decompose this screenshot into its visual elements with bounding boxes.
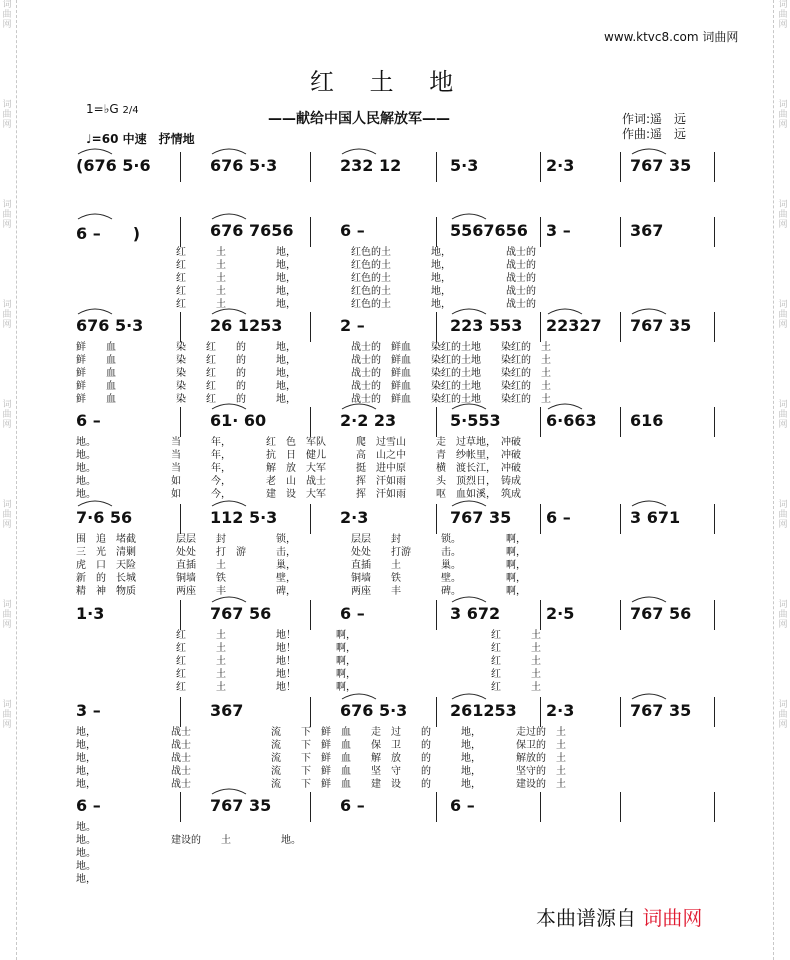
slur (452, 309, 486, 314)
lyric-line: 地。 (76, 822, 96, 833)
note-group: 3 671 (630, 508, 681, 527)
lyric-line: 地， (76, 874, 96, 885)
slur (212, 214, 246, 219)
slur (548, 309, 582, 314)
slur (632, 309, 666, 314)
note-group: 6 – (340, 604, 365, 623)
note-group: 6 – ) (76, 224, 141, 243)
lyric-line: 红 土 地， 红色的土 地， 战士的 (76, 273, 536, 284)
slur (452, 694, 486, 699)
slur (212, 597, 246, 602)
slur (632, 597, 666, 602)
note-group: 6 – (340, 221, 365, 240)
note-group: 6 – (450, 796, 475, 815)
lyric-line: 鲜 血 染 红 的 地， 战士的 鲜血 染红的土地 染红的 土 (76, 368, 551, 379)
note-group: 6·663 (546, 411, 597, 430)
note-group: 5·3 (450, 156, 479, 175)
slur (452, 597, 486, 602)
lyric-line: 三 光 清剿 处处 打 游 击， 处处 打游 击。 啊， (76, 547, 526, 558)
lyric-line: 地。 当 年， 抗 日 健儿 高 山之中 青 纱帐里， 冲破 (76, 450, 521, 461)
slur (212, 309, 246, 314)
lyric-line: 地， 战士 流 下 鲜 血 解 放 的 地， 解放的 土 (76, 753, 566, 764)
lyric-line: 地， 战士 流 下 鲜 血 建 设 的 地， 建设的 土 (76, 779, 566, 790)
slur (78, 501, 112, 506)
lyric-line: 红 土 地！ 啊， 红 土 (76, 682, 541, 693)
lyric-line: 红 土 地， 红色的土 地， 战士的 (76, 247, 536, 258)
left-watermark: 词 曲 网 词 曲 网 词 曲 网 词 曲 网 词 曲 网 词 曲 网 词 曲 网 词 曲 网 (2, 0, 12, 730)
lyric-line: 地。 (76, 848, 96, 859)
lyric-line: 地。 当 年， 红 色 军队 爬 过雪山 走 过草地， 冲破 (76, 437, 521, 448)
slur (452, 404, 486, 409)
lyric-line: 围 追 堵截 层层 封 锁， 层层 封 锁。 啊， (76, 534, 526, 545)
lyric-line: 地。 当 年， 解 放 大军 挺 进中原 横 渡长江， 冲破 (76, 463, 521, 474)
note-group: 7·6 56 (76, 508, 133, 527)
note-group: 6 – (76, 411, 101, 430)
slur (212, 501, 246, 506)
lyric-line: 红 土 地！ 啊， 红 土 (76, 630, 541, 641)
note-group: 61· 60 (210, 411, 267, 430)
slur (632, 501, 666, 506)
lyric-line: 红 土 地！ 啊， 红 土 (76, 643, 541, 654)
note-group: 2·3 (546, 156, 575, 175)
note-group: 367 (630, 221, 664, 240)
note-group: 6 – (340, 796, 365, 815)
key-label: 1=♭G (86, 102, 119, 116)
lyric-line: 红 土 地， 红色的土 地， 战士的 (76, 286, 536, 297)
source-note (536, 902, 702, 931)
lyric-line: 地。 如 今， 建 设 大军 挥 汗如雨 呕 血如溪， 筑成 (76, 489, 521, 500)
slur (342, 149, 376, 154)
lyric-line: 地。 建设的 土 地。 (76, 835, 301, 846)
slur (212, 789, 246, 794)
lyric-line: 鲜 血 染 红 的 地， 战士的 鲜血 染红的土地 染红的 土 (76, 355, 551, 366)
note-group: 2·3 (340, 508, 369, 527)
composer-credit: 作曲:遥 远 (622, 127, 687, 141)
lyric-line: 鲜 血 染 红 的 地， 战士的 鲜血 染红的土地 染红的 土 (76, 381, 551, 392)
source-name: 词曲网 (642, 906, 703, 930)
slur (212, 404, 246, 409)
time-signature: 2/4 (122, 105, 139, 116)
slur (78, 214, 112, 219)
note-group: 5·553 (450, 411, 501, 430)
note-group: 676 5·3 (340, 701, 408, 720)
lyric-line: 红 土 地！ 啊， 红 土 (76, 656, 541, 667)
slur (342, 694, 376, 699)
site-url: www.ktvc8.com 词曲网 (604, 30, 739, 44)
lyric-line: 地， 战士 流 下 鲜 血 坚 守 的 地， 坚守的 土 (76, 766, 566, 777)
note-group: 22327 (546, 316, 602, 335)
note-group: 676 5·3 (76, 316, 144, 335)
lyric-line: 地， 战士 流 下 鲜 血 走 过 的 地， 走过的 土 (76, 727, 566, 738)
slur (452, 501, 486, 506)
note-group: 616 (630, 411, 664, 430)
note-group: 767 35 (630, 156, 692, 175)
note-group: 26 1253 (210, 316, 283, 335)
note-group: 2·5 (546, 604, 575, 623)
note-group: 367 (210, 701, 244, 720)
slur (548, 404, 582, 409)
lyric-line: 地。 如 今， 老 山 战士 挥 汗如雨 头 顶烈日， 铸成 (76, 476, 521, 487)
lyric-line: 红 土 地！ 啊， 红 土 (76, 669, 541, 680)
lyric-line: 鲜 血 染 红 的 地， 战士的 鲜血 染红的土地 染红的 土 (76, 394, 551, 405)
note-group: 767 35 (450, 508, 512, 527)
lyric-line: 虎 口 天险 直插 土 巢， 直插 土 巢。 啊， (76, 560, 526, 571)
note-group: 676 7656 (210, 221, 294, 240)
note-group: 6 – (76, 796, 101, 815)
slur (632, 149, 666, 154)
source-prefix: 本曲谱源自 (536, 906, 636, 930)
note-group: 676 5·3 (210, 156, 278, 175)
slur (78, 309, 112, 314)
slur (632, 694, 666, 699)
note-group: 112 5·3 (210, 508, 278, 527)
lyric-line: 鲜 血 染 红 的 地， 战士的 鲜血 染红的土地 染红的 土 (76, 342, 551, 353)
note-group: 767 35 (210, 796, 272, 815)
song-title: 红 土 地 (310, 68, 468, 96)
note-group: 1·3 (76, 604, 105, 623)
lyricist-credit: 作词:遥 远 (622, 112, 687, 126)
note-group: 6 – (546, 508, 571, 527)
note-group: 3 – (546, 221, 571, 240)
lyric-line: 精 神 物质 两座 丰 碑， 两座 丰 碑。 啊， (76, 586, 526, 597)
tempo-marking: ♩=60 中速 抒情地 (86, 132, 195, 146)
song-subtitle: ——献给中国人民解放军—— (268, 111, 450, 127)
note-group: 767 56 (210, 604, 272, 623)
note-group: 767 35 (630, 316, 692, 335)
note-group: 223 553 (450, 316, 523, 335)
slur (212, 149, 246, 154)
note-group: 3 672 (450, 604, 501, 623)
lyric-line: 地。 (76, 861, 96, 872)
lyric-line: 红 土 地， 红色的土 地， 战士的 (76, 299, 536, 310)
slur (78, 149, 112, 154)
note-group: 232 12 (340, 156, 402, 175)
note-group: 261253 (450, 701, 517, 720)
note-group: 767 56 (630, 604, 692, 623)
lyric-line: 地， 战士 流 下 鲜 血 保 卫 的 地， 保卫的 土 (76, 740, 566, 751)
note-group: 767 35 (630, 701, 692, 720)
lyric-line: 新 的 长城 铜墙 铁 壁， 铜墙 铁 壁。 啊， (76, 573, 526, 584)
right-watermark: 词 曲 网 词 曲 网 词 曲 网 词 曲 网 词 曲 网 词 曲 网 词 曲 网 词 曲 网 (778, 0, 788, 730)
note-group: 5567656 (450, 221, 528, 240)
note-group: 3 – (76, 701, 101, 720)
note-group: (676 5·6 (76, 156, 151, 175)
slur (342, 404, 376, 409)
note-group: 2·2 23 (340, 411, 397, 430)
note-group: 2 – (340, 316, 365, 335)
lyric-line: 红 土 地， 红色的土 地， 战士的 (76, 260, 536, 271)
slur (452, 214, 486, 219)
note-group: 2·3 (546, 701, 575, 720)
